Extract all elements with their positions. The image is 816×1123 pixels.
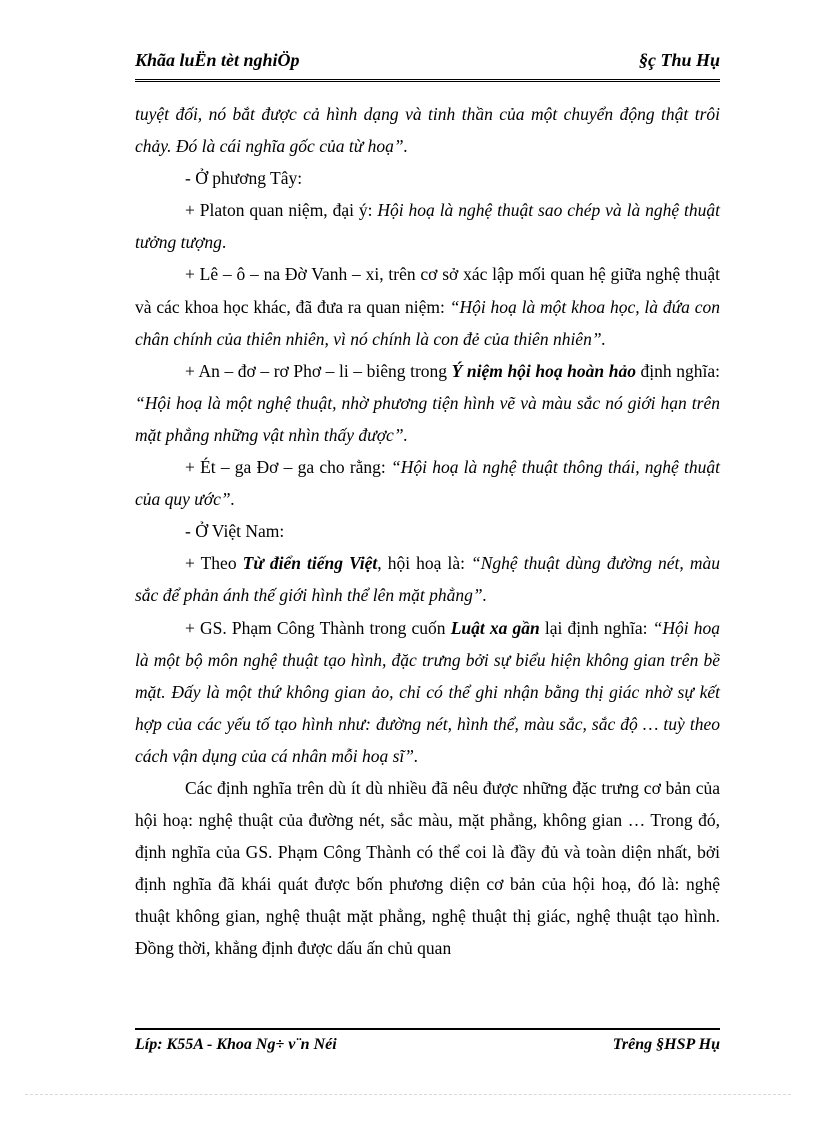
text-run: . [221,232,227,253]
text-run: “Hội hoạ là một bộ môn nghệ thuật tạo hình, đặc trưng bởi sự biểu hiện không gian trên bề mặt. Đấy là một thứ không gian ảo, chỉ có thể ghi nhận bằng thị giác nhờ sự kết hợp của các yếu tố tạo hình như: đường nét, hình thể, màu sắc, sắc độ … tuỳ theo cách vận dụng của cá nhân mỗi hoạ sĩ”. [135,617,720,766]
paragraph-p10 [135,772,720,965]
text-run: + An – đơ – rơ Phơ – li – biêng trong [185,360,452,381]
text-run: “Hội hoạ là nghệ thuật thông thái, nghệ thuật của quy ước”. [135,457,720,510]
paragraph-p2 [135,162,720,194]
paragraph-p4 [135,258,720,354]
text-run: , hội hoạ là: [377,553,472,574]
text-run: - Ở Việt Nam: [185,521,285,542]
text-run: + Ét – ga Đơ – ga cho rằng: [185,457,391,478]
header-thesis-title: Khãa luËn tèt nghiÖp [135,50,300,70]
text-run: “Nghệ thuật dùng đường nét, màu sắc để phản ánh thế giới hình thể lên mặt phẳng”. [135,553,720,606]
paragraph-p9 [135,612,720,772]
paragraph-p5 [135,355,720,451]
text-run: lại định nghĩa: [539,617,653,638]
text-run: - Ở phương Tây: [185,168,303,189]
page-bottom-border [25,1094,791,1095]
body-text [135,98,720,965]
text-run: Luật xa gần [450,617,540,638]
text-run: + Platon quan niệm, đại ý: [185,200,378,221]
text-run: Từ điển tiếng Việt [242,553,378,574]
text-run: Các định nghĩa trên dù ít dù nhiều đã nêu được những đặc trưng cơ bản của hội hoạ: nghệ thuật của đường nét, sắc màu, mặt phẳng, không gian … Trong đó, định nghĩa của GS. Phạm Công Thành có thể coi là đầy đủ và toàn diện nhất, bởi định nghĩa đã khái quát được bốn phương diện cơ bản của hội hoạ, đó là: nghệ thuật không gian, nghệ thuật mặt phẳng, nghệ thuật thị giác, nghệ thuật tạo hình. Đồng thời, khẳng định được dấu ấn chủ quan [135,777,720,959]
paragraph-p3 [135,194,720,258]
paragraph-p6 [135,451,720,515]
header-author: §ç Thu Hụ [638,50,720,70]
text-run: “Hội hoạ là một nghệ thuật, nhờ phương tiện hình vẽ và màu sắc nó giới hạn trên mặt phẳng những vật nhìn thấy được”. [135,392,720,445]
footer-university: Trêng §HSP Hụ [612,1036,720,1053]
footer-rule [135,1028,720,1030]
footer-class-faculty: Líp: K55A - Khoa Ng÷ v¨n Néi [135,1036,337,1053]
text-run: Ý niệm hội hoạ hoàn hảo [451,360,636,381]
page-header [135,50,720,76]
text-run: + Theo [185,553,243,574]
text-run: “Hội hoạ là một khoa học, là đứa con chân chính của thiên nhiên, vì nó chính là con đẻ của thiên nhiên”. [135,296,720,349]
paragraph-p7 [135,515,720,547]
paragraph-p1 [135,98,720,162]
text-run: + Lê – ô – na Đờ Vanh – xi, trên cơ sở xác lập mối quan hệ giữa nghệ thuật và các khoa học khác, đã đưa ra quan niệm: [135,264,720,317]
text-run: + GS. Phạm Công Thành trong cuốn [185,617,451,638]
text-run: Hội hoạ là nghệ thuật sao chép và là nghệ thuật tưởng tượng [135,200,720,253]
paragraph-p8 [135,547,720,611]
text-run: tuyệt đối, nó bắt được cả hình dạng và tinh thần của một chuyển động thật trôi chảy. Đó là cái nghĩa gốc của từ hoạ”. [135,104,720,157]
header-rule [135,79,720,82]
page-footer [135,1034,720,1078]
text-run: định nghĩa: [635,360,720,381]
